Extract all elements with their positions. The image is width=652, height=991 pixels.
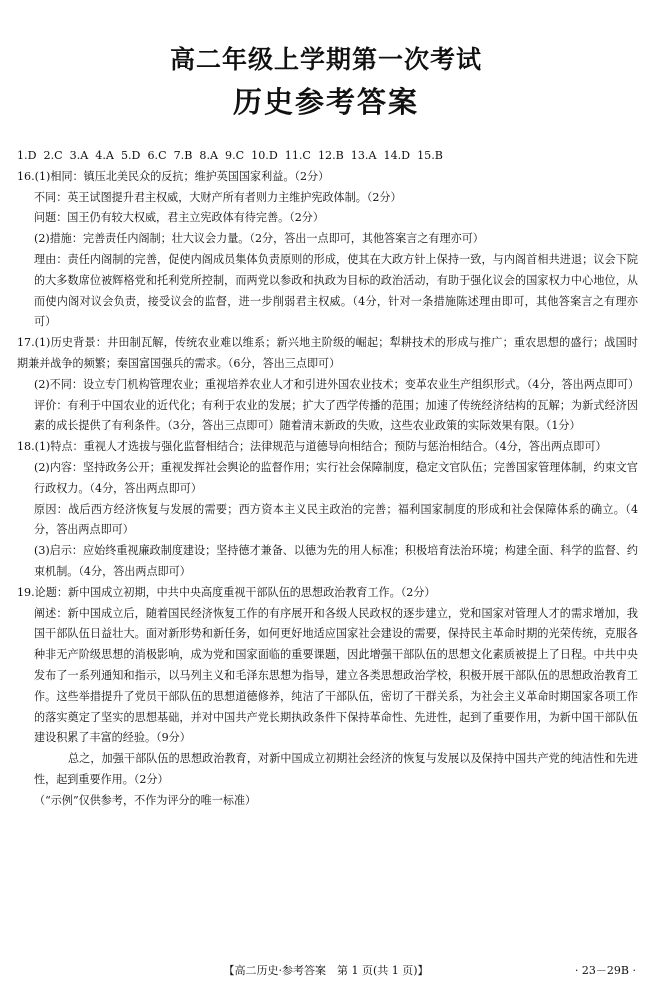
q16-part1-similarity: 16.(1)相同：镇压北美民众的反抗；维护英国国家利益。（2分） <box>17 169 330 183</box>
answer-content <box>17 146 638 812</box>
scoring-note: （“示例”仅供参考，不作为评分的唯一标准） <box>34 793 257 807</box>
q17-part2-evaluation: 评价：有利于中国农业的近代化；有利于农业的发展；扩大了西学传播的范围；加速了传统经济结构的瓦解；为新式经济因素的成长提供了有利条件。（3分，答出三点即可）随着清末新政的失败，这些农业政策的实际效果有限。（1分） <box>34 398 638 433</box>
footer-page-info: 【高二历史·参考答案 第 1 页(共 1 页)】 <box>223 964 429 977</box>
multiple-choice-answers: 1.D 2.C 3.A 4.A 5.D 6.C 7.B 8.A 9.C 10.D 11.C 12.B 13.A 14.D 15.B <box>17 149 443 162</box>
q16-part1-problem: 问题：国王仍有较大权威，君主立宪政体有待完善。（2分） <box>34 211 324 225</box>
q16-part2-reasons: 理由：责任内阁制的完善，促使内阁成员集体负责原则的形成，使其在大政方针上保持一致，与内阁首相共进退；议会下院的大多数席位被辉格党和托利党所控制，而两党以参政和执政为目标的政治活动，有助于强化议会的国家权力中心地位，从而使内阁对议会负责，接受议会的监督，进一步削弱君主权威。（4分，针对一条措施陈述理由即可，其他答案言之有理亦可） <box>34 252 638 329</box>
q19-conclusion: 总之，加强干部队伍的思想政治教育，对新中国成立初期社会经济的恢复与发展以及保持中国共产党的纯洁性和先进性，起到重要作用。（2分） <box>34 752 638 786</box>
q18-part2-content: (2)内容：坚持政务公开；重视发挥社会舆论的监督作用；实行社会保障制度，稳定文官队伍；完善国家管理体制，约束文官行政权力。（4分，答出两点即可） <box>34 460 638 495</box>
footer-exam-code: · 23－29B · <box>574 964 636 977</box>
q19-thesis: 19.论题：新中国成立初期，中共中央高度重视干部队伍的思想政治教育工作。（2分） <box>17 585 436 599</box>
q18-part3-insights: (3)启示：应始终重视廉政制度建设；坚持德才兼备、以德为先的用人标准；积极培育法治环境；构建全面、科学的监督、约束机制。（4分，答出两点即可） <box>34 544 638 578</box>
q19-elaboration: 阐述：新中国成立后，随着国民经济恢复工作的有序展开和各级人民政权的逐步建立，党和国家对管理人才的需求增加，我国干部队伍日益壮大。面对新形势和新任务，如何更好地适应国家社会建设的需要，保持民主革命时期的光荣传统，克服各种非无产阶级思想的消极影响，成为党和国家面临的重要课题，因此增强干部队伍的思想文化素质被提上了日程。中共中央发布了一系列通知和指示，以马列主义和毛泽东思想为指导，建立各类思想政治学校，积极开展干部队伍的思想政治教育工作。这些举措提升了党员干部队伍的思想道德修养，纯洁了干部队伍，密切了干群关系，为社会主义革命时期国家各项工作的落实奠定了坚实的思想基础，并对中国共产党长期执政条件下保持革命性、先进性，起到了重要作用，为新中国干部队伍建设积累了丰富的经验。（9分） <box>34 606 638 745</box>
q18-part1-features: 18.(1)特点：重视人才选拔与强化监督相结合；法律规范与道德导向相结合；预防与惩治相结合。（4分，答出两点即可） <box>17 440 607 454</box>
q17-part2-differences: (2)不同：设立专门机构管理农业；重视培养农业人才和引进外国农业技术；变革农业生产组织形式。（4分，答出两点即可） <box>34 377 640 391</box>
q16-part1-difference: 不同：英王试图提升君主权威，大财产所有者则力主维护宪政体制。（2分） <box>34 190 402 204</box>
q17-part1-background: 17.(1)历史背景：井田制瓦解，传统农业难以维系；新兴地主阶级的崛起；犁耕技术的形成与推广；重农思想的盛行；战国时期兼并战争的频繁；秦国富国强兵的需求。（6分，答出三点即可） <box>17 336 638 370</box>
answer-key-title: 历史参考答案 <box>232 85 419 119</box>
exam-title: 高二年级上学期第一次考试 <box>169 45 482 74</box>
q18-part2-reasons: 原因：战后西方经济恢复与发展的需要；西方资本主义民主政治的完善；福利国家制度的形成和社会保障体系的确立。（4分，答出两点即可） <box>34 502 638 537</box>
q16-part2-measures: (2)措施：完善责任内阁制；壮大议会力量。（2分，答出一点即可，其他答案言之有理亦可） <box>34 232 484 246</box>
